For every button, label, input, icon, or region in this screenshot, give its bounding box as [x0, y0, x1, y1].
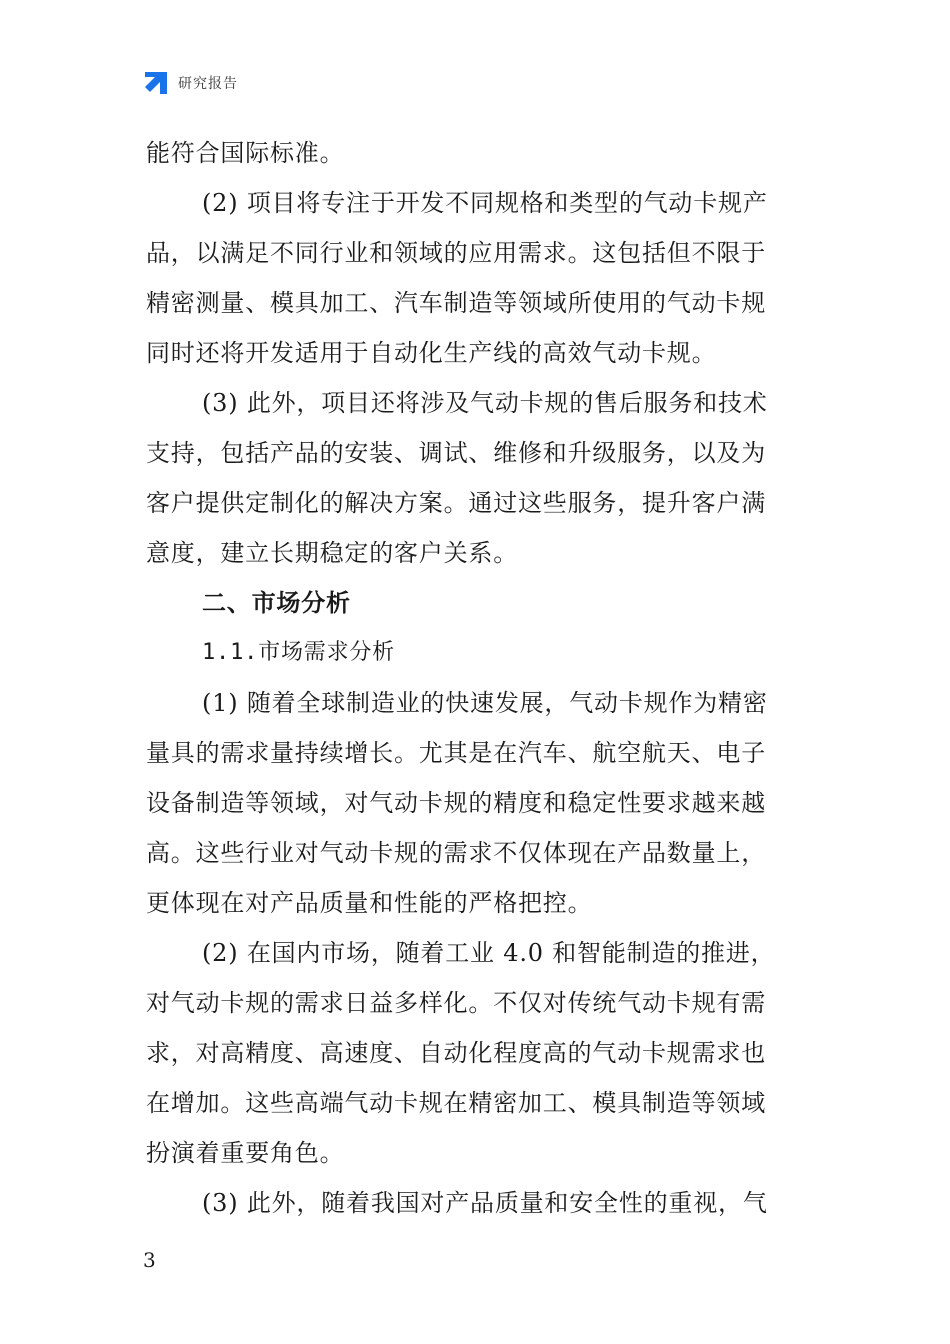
body-line: (3) 此外，随着我国对产品质量和安全性的重视，气	[202, 1189, 768, 1217]
document-body	[146, 128, 811, 1228]
body-line: 品，以满足不同行业和领域的应用需求。这包括但不限于	[146, 239, 766, 267]
body-line: 高。这些行业对气动卡规的需求不仅体现在产品数量上，	[146, 839, 766, 867]
subsection-heading: 1.1.市场需求分析	[202, 640, 395, 665]
body-line: 支持，包括产品的安装、调试、维修和升级服务，以及为	[146, 439, 766, 467]
body-line: 扮演着重要角色。	[146, 1139, 345, 1167]
body-line: 更体现在对产品质量和性能的严格把控。	[146, 889, 593, 917]
page-number: 3	[143, 1248, 156, 1272]
body-line: (1) 随着全球制造业的快速发展，气动卡规作为精密	[202, 689, 768, 717]
body-line: 求，对高精度、高速度、自动化程度高的气动卡规需求也	[146, 1039, 766, 1067]
body-line: 量具的需求量持续增长。尤其是在汽车、航空航天、电子	[146, 739, 766, 767]
header-title: 研究报告	[178, 76, 238, 92]
body-line: 在增加。这些高端气动卡规在精密加工、模具制造等领域	[146, 1089, 766, 1117]
body-line: 客户提供定制化的解决方案。通过这些服务，提升客户满	[146, 489, 766, 517]
body-line: 能符合国际标准。	[146, 139, 345, 167]
body-line: (3) 此外，项目还将涉及气动卡规的售后服务和技术	[202, 389, 768, 417]
page-header	[143, 68, 238, 98]
section-heading: 二、市场分析	[202, 589, 351, 617]
body-line: 同时还将开发适用于自动化生产线的高效气动卡规。	[146, 339, 717, 367]
body-line: 设备制造等领域，对气动卡规的精度和稳定性要求越来越	[146, 789, 766, 817]
body-line: 意度，建立长期稳定的客户关系。	[146, 539, 518, 567]
body-line: (2) 在国内市场，随着工业 4.0 和智能制造的推进，	[202, 939, 776, 967]
body-line: 精密测量、模具加工、汽车制造等领域所使用的气动卡规	[146, 289, 766, 317]
body-line: (2) 项目将专注于开发不同规格和类型的气动卡规产	[202, 189, 768, 217]
body-line: 对气动卡规的需求日益多样化。不仅对传统气动卡规有需	[146, 989, 766, 1017]
arrow-up-right-logo-icon	[143, 70, 169, 96]
